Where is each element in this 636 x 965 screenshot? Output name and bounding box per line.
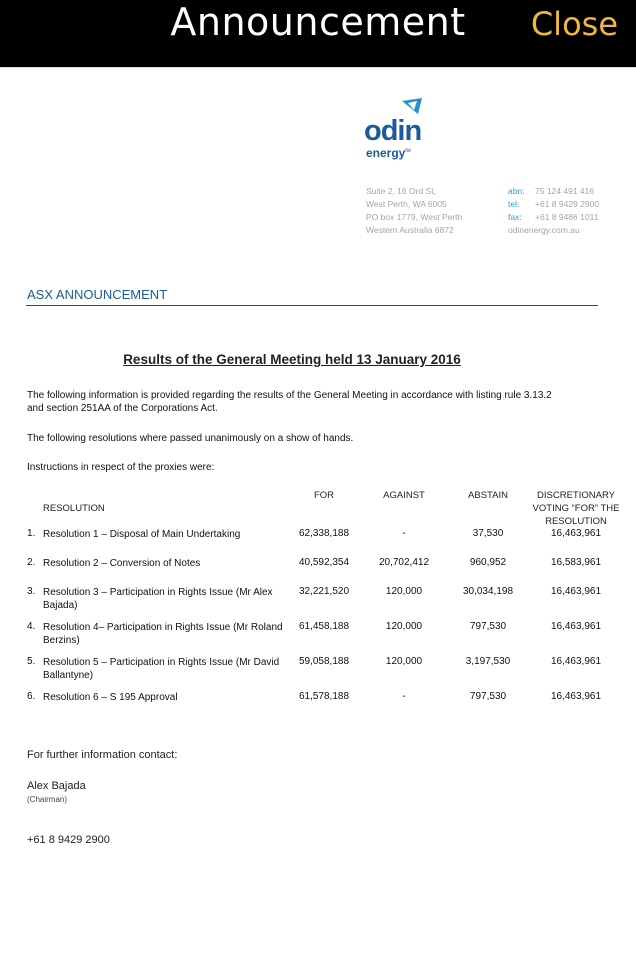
logo-mark-icon: [402, 98, 424, 116]
row-against: 120,000: [385, 586, 423, 597]
intro-paragraph: The following information is provided regarding the results of the General Meeting in accordance with listing rule 3.13.2 and section 251AA of the Corporations Act.: [27, 390, 552, 414]
row-for: 61,458,188: [298, 621, 350, 632]
logo-sub: energy$^{ltd}$: [366, 146, 411, 160]
header-abstain: ABSTAIN: [468, 490, 508, 501]
row-description: Resolution 5 – Participation in Rights Issue (Mr David Ballantyne): [43, 657, 280, 681]
proxies-paragraph: Instructions in respect of the proxies were:: [27, 462, 215, 473]
top-bar: [0, 0, 636, 67]
row-against: 120,000: [385, 621, 423, 632]
header-discretionary: DISCRETIONARY VOTING “FOR” THE RESOLUTION: [532, 490, 620, 527]
row-discretionary: 16,463,961: [550, 586, 602, 597]
row-discretionary: 16,463,961: [550, 621, 602, 632]
row-description: Resolution 4– Participation in Rights Issue (Mr Roland Berzins): [43, 622, 283, 646]
address-line: PO box 1779, West Perth: [366, 212, 463, 222]
contact-phone: +61 8 9429 2900: [27, 834, 110, 846]
row-number: 5.: [27, 656, 36, 667]
company-contact: [508, 185, 599, 237]
contact-intro: For further information contact:: [27, 749, 178, 761]
address-line: Western Australia 6872: [366, 225, 454, 235]
website: odinenergy.com.au: [508, 225, 580, 235]
row-abstain: 3,197,530: [465, 656, 511, 667]
address-line: Suite 2, 16 Ord St,: [366, 186, 436, 196]
row-for: 59,058,188: [298, 656, 350, 667]
row-description: Resolution 6 – S 195 Approval: [43, 692, 178, 703]
abn-line: abn: 75 124 491 416: [508, 186, 595, 196]
row-discretionary: 16,463,961: [550, 656, 602, 667]
row-for: 62,338,188: [298, 528, 350, 539]
contact-role: (Chairman): [27, 795, 68, 804]
address-line: West Perth, WA 6005: [366, 199, 447, 209]
row-discretionary: 16,463,961: [550, 691, 602, 702]
show-of-hands-paragraph: The following resolutions where passed unanimously on a show of hands.: [27, 433, 354, 444]
row-for: 40,592,354: [298, 557, 350, 568]
row-abstain: 30,034,198: [462, 586, 514, 597]
company-logo: [364, 98, 444, 162]
row-number: 2.: [27, 557, 36, 568]
divider: [26, 305, 598, 306]
row-for: 32,221,520: [298, 586, 350, 597]
tel-line: tel: +61 8 9429 2900: [508, 199, 600, 209]
row-number: 6.: [27, 691, 36, 702]
row-against: -: [402, 691, 406, 702]
section-title: ASX ANNOUNCEMENT: [27, 287, 168, 302]
row-abstain: 960,952: [469, 557, 507, 568]
page-title: Announcement: [170, 0, 466, 44]
header-for: FOR: [313, 490, 335, 501]
row-against: 20,702,412: [378, 557, 430, 568]
row-number: 4.: [27, 621, 36, 632]
row-abstain: 797,530: [469, 691, 507, 702]
row-abstain: 37,530: [472, 528, 504, 539]
contact-name: Alex Bajada: [27, 780, 86, 792]
row-discretionary: 16,583,961: [550, 557, 602, 568]
row-against: -: [402, 528, 406, 539]
header-against: AGAINST: [383, 490, 425, 501]
row-number: 1.: [27, 528, 36, 539]
row-description: Resolution 3 – Participation in Rights Issue (Mr Alex Bajada): [43, 587, 273, 611]
row-for: 61,578,188: [298, 691, 350, 702]
fax-line: fax: +61 8 9486 1011: [508, 212, 599, 222]
close-button[interactable]: Close: [530, 5, 618, 43]
row-description: Resolution 2 – Conversion of Notes: [43, 558, 201, 569]
row-description: Resolution 1 – Disposal of Main Undertaking: [43, 529, 241, 540]
row-abstain: 797,530: [469, 621, 507, 632]
row-number: 3.: [27, 586, 36, 597]
logo-brand: odin: [364, 115, 422, 147]
row-against: 120,000: [385, 656, 423, 667]
company-address: [366, 185, 462, 237]
header-resolution: RESOLUTION: [43, 503, 105, 514]
document-view[interactable]: [0, 67, 636, 965]
row-discretionary: 16,463,961: [550, 528, 602, 539]
announcement-heading: Results of the General Meeting held 13 January 2016: [123, 352, 461, 367]
